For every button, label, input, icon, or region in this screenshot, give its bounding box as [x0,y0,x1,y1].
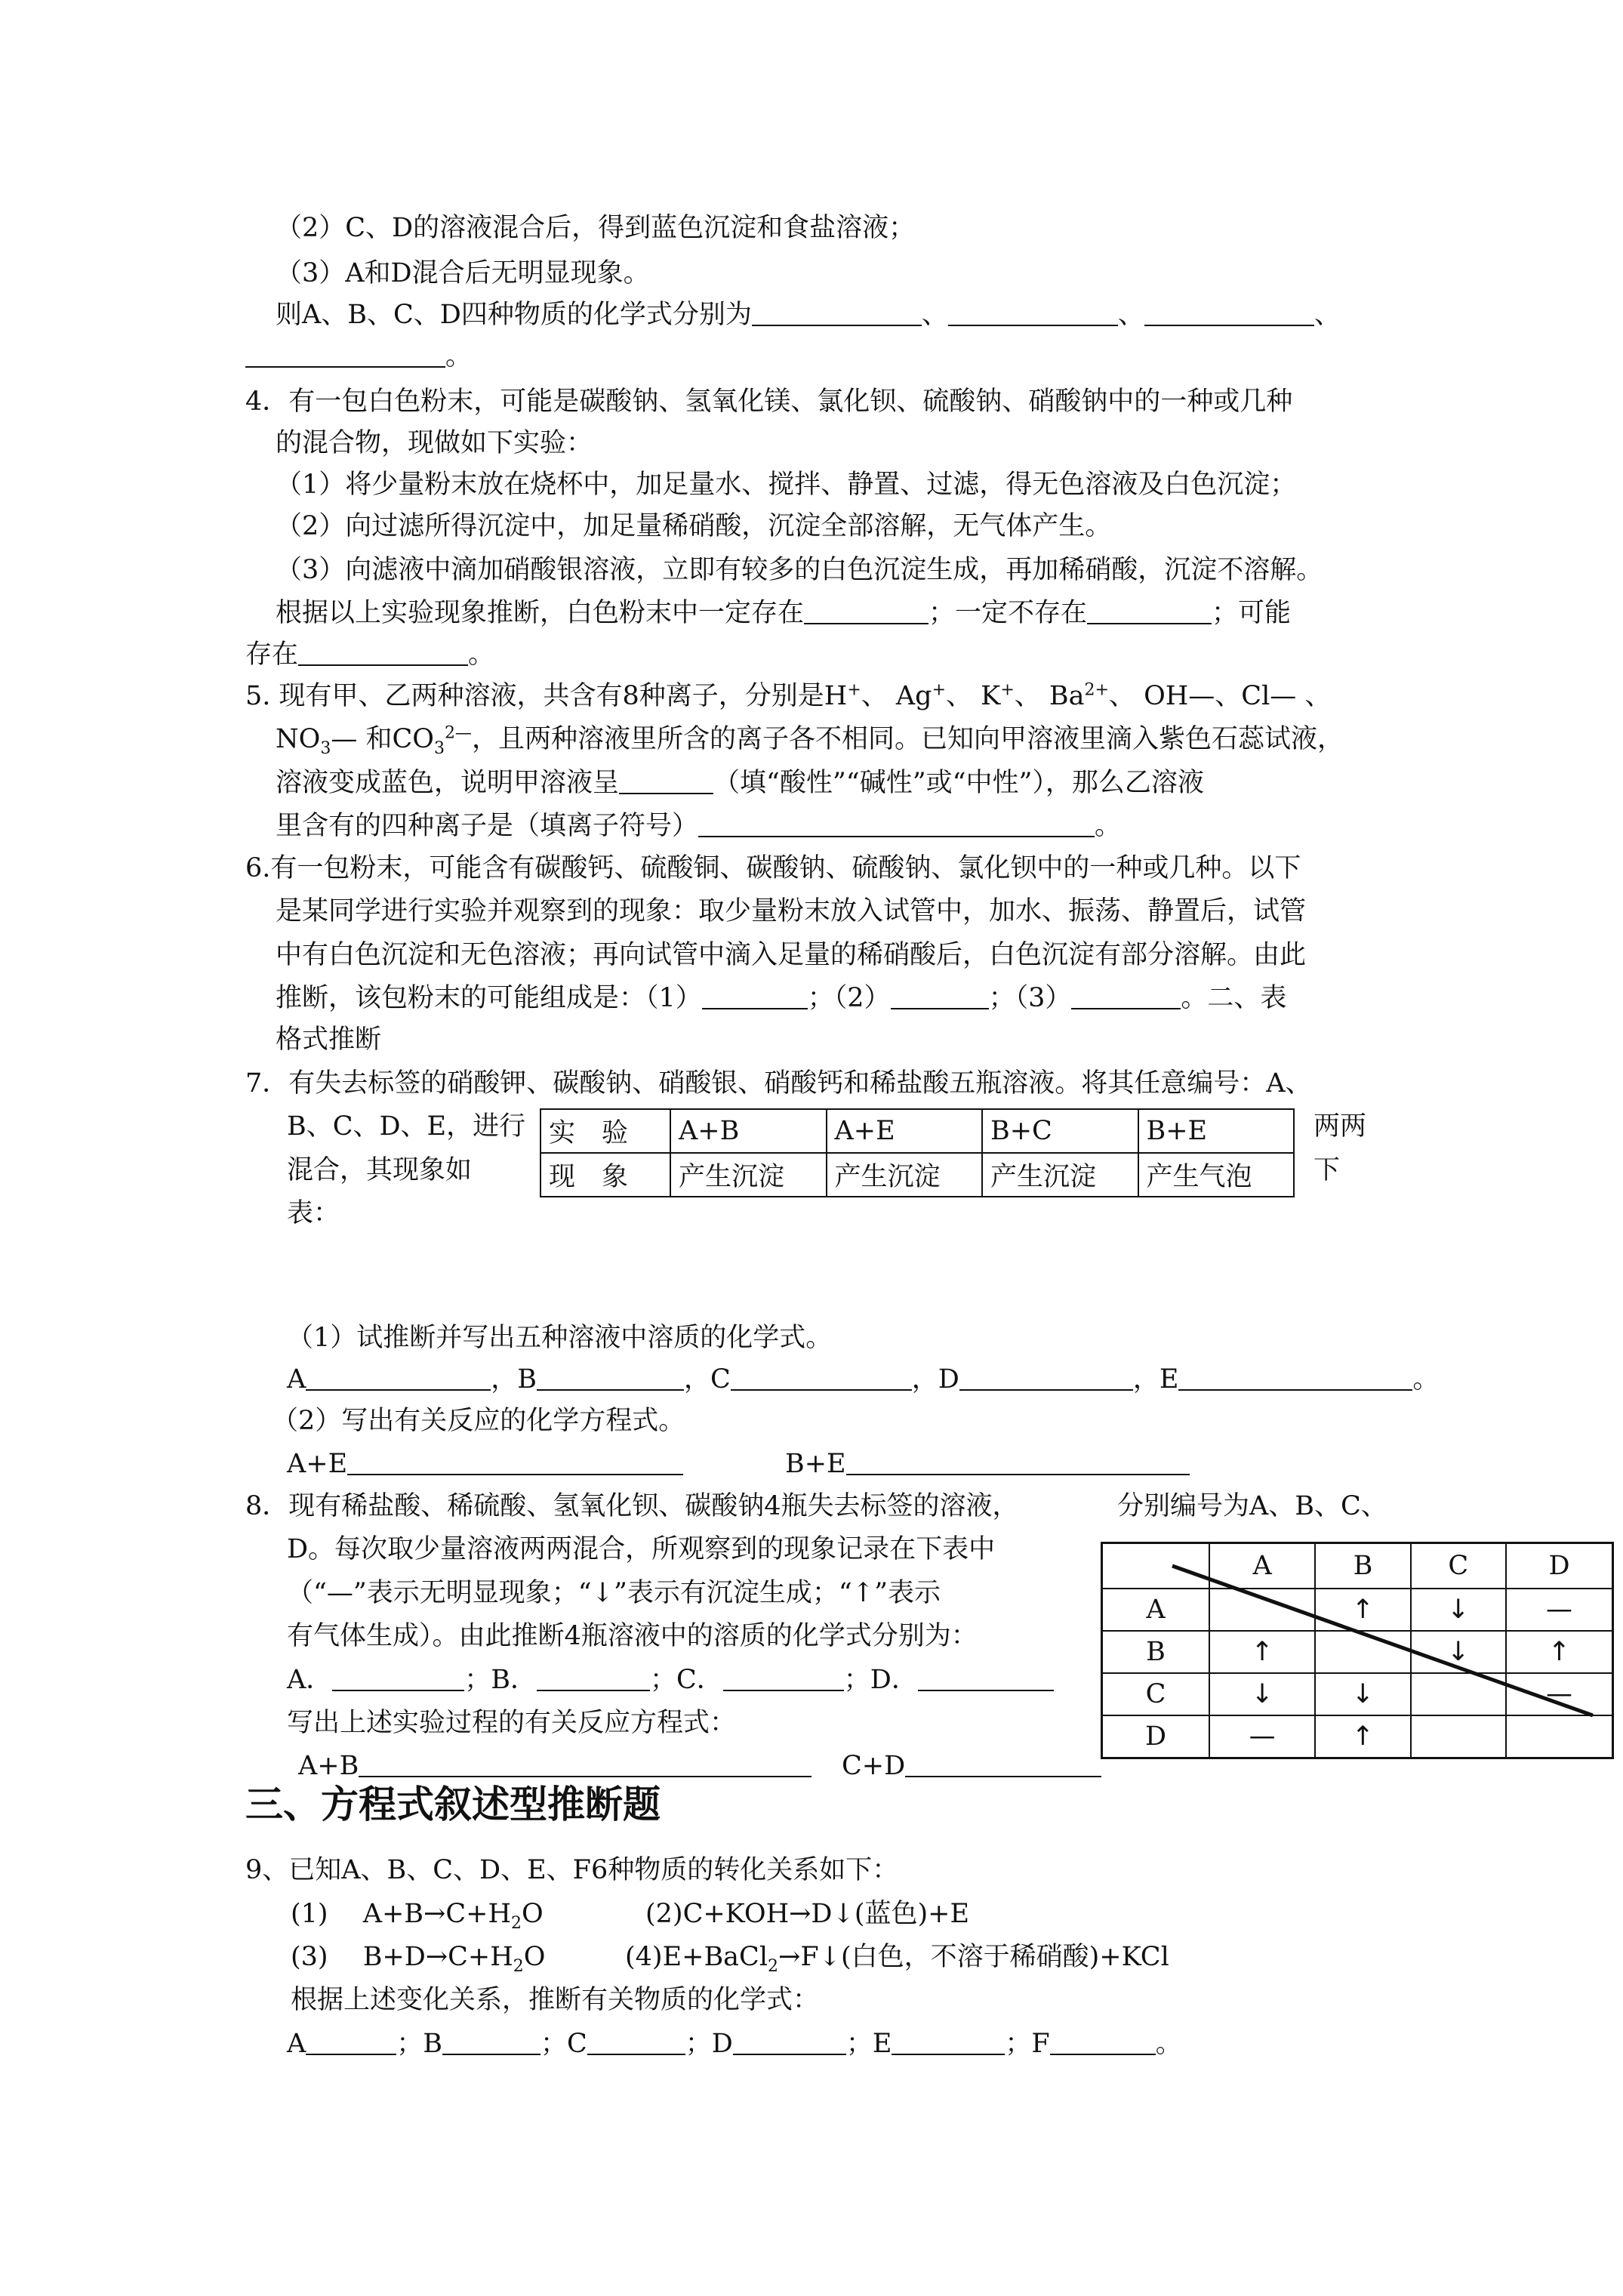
q3-answer-line: 则A、B、C、D四种物质的化学式分别为 、 、 、 [276,300,1341,330]
q5-line-1: 5. 现有甲、乙两种溶液，共含有8种离子，分别是H+、 Ag+、 K+、 $Ba^{2+}$、 OH—、Cl— 、 [245,680,1332,711]
table-cell: B+C [982,1109,1138,1153]
q8-line-2: D。每次取少量溶液两两混合，所观察到的现象记录在下表中 [287,1534,996,1564]
table-cell: 产生气泡 [1138,1153,1295,1197]
q5-blank-nature[interactable] [619,770,713,794]
q7-equation-2: B+E [785,1451,1190,1478]
q7-equation-1: A+E [287,1451,683,1478]
q3-blank-c[interactable] [1144,302,1314,326]
q7-part-1: （1）试推断并写出五种溶液中溶质的化学式。 [287,1323,833,1353]
q7-blank-d[interactable] [959,1367,1133,1391]
q9-reaction-2: (2)C+KOH→D↓(蓝色)+E [645,1899,970,1929]
q7-blank-a[interactable] [306,1367,491,1391]
q7-blank-e[interactable] [1178,1367,1412,1391]
table-cell: ↑ [1315,1715,1410,1758]
section-3-heading: 三、方程式叙述型推断题 [245,1783,661,1826]
q4-line-1: 4．有一包白色粉末，可能是碳酸钠、氢氧化镁、氯化钡、硫酸钠、硝酸钠中的一种或几种 [245,387,1293,417]
q3-line-3: （3）A和D混合后无明显现象。 [276,258,650,288]
q6-line-1: 6.有一包粉末，可能含有碳酸钙、硫酸铜、碳酸钠、硫酸钠、氯化钡中的一种或几种。以下 [245,853,1301,883]
q7-right-1: 两两 [1313,1111,1367,1142]
q8-reaction-grid [1101,1542,1614,1752]
q7-line-2: B、C、D、E，进行 [287,1111,526,1142]
q8-blank-eq-1[interactable] [359,1753,812,1777]
table-cell: ↓ [1411,1589,1506,1631]
q8-line-1b: 分别编号为A、B、C、 [1117,1491,1387,1521]
q7-blank-b[interactable] [537,1367,684,1391]
q8-blank-a[interactable] [332,1667,464,1691]
q3-blank-d[interactable] [245,344,445,368]
table-cell: A+B [670,1109,827,1153]
table-cell: B+E [1138,1109,1295,1153]
q5-blank-ions[interactable] [698,813,1095,837]
q8-blank-c[interactable] [723,1667,844,1691]
q4-step-3: （3）向滤液中滴加硝酸银溶液，立即有较多的白色沉淀生成，再加稀硝酸，沉淀不溶解。 [276,555,1323,585]
q4-line-2: 的混合物，现做如下实验： [276,428,593,458]
table-cell: A+E [827,1109,983,1153]
q8-line-1a: 8．现有稀盐酸、稀硫酸、氢氧化钡、碳酸钠4瓶失去标签的溶液， [245,1491,1019,1521]
q7-part-2: （2）写出有关反应的化学方程式。 [272,1406,685,1436]
table-cell: 实 验 [540,1109,670,1153]
q9-blank-d[interactable] [733,2031,846,2055]
table-header-cell: D [1506,1543,1613,1589]
table-cell: 产生沉淀 [982,1153,1138,1197]
q3-blank-a[interactable] [752,302,922,326]
q6-blank-2[interactable] [891,985,989,1009]
q7-line-3: 混合，其现象如 [287,1155,473,1185]
q7-blank-eq-1[interactable] [347,1451,683,1475]
q7-answer-line: A ，B ，C ，D ，E 。 [287,1364,1440,1395]
q8-line-3: （“—”表示无明显现象；“↓”表示有沉淀生成；“↑”表示 [287,1578,941,1608]
q9-reaction-3: (3) $B+D\to C+H_2O$ [291,1942,546,1976]
q8-diagonal-line [1101,1542,1614,1723]
q8-answer-line: A． ；B． ；C． ；D． [287,1667,1054,1693]
q9-blank-f[interactable] [1050,2031,1156,2055]
q3-blank-b[interactable] [948,302,1118,326]
q8-blank-b[interactable] [537,1667,650,1691]
table-header-cell: C [1411,1543,1506,1589]
table-cell: — [1506,1589,1613,1631]
q6-line-3: 中有白色沉淀和无色溶液；再向试管中滴入足量的稀硝酸后，白色沉淀有部分溶解。由此 [276,940,1307,970]
q4-blank-present[interactable] [804,600,929,624]
table-cell: 现 象 [540,1153,670,1197]
table-cell: ↓ [1411,1631,1506,1673]
table-row-label: A [1102,1589,1210,1631]
q7-line-4: 表： [287,1198,340,1228]
table-cell: ↑ [1315,1589,1410,1631]
q5-line-4: 里含有的四种离子是（填离子符号） 。 [276,811,1122,841]
q4-blank-absent[interactable] [1087,600,1212,624]
table-row-label: D [1102,1715,1210,1758]
q7-right-2: 下 [1313,1155,1341,1185]
q6-blank-1[interactable] [702,985,808,1009]
q9-blank-a[interactable] [306,2031,396,2055]
q4-blank-maybe[interactable] [298,642,468,666]
q4-step-2: （2）向过滤所得沉淀中，加足量稀硝酸，沉淀全部溶解，无气体产生。 [276,511,1112,541]
q4-answer-line: 根据以上实验现象推断，白色粉末中一定存在 ；一定不存在 ；可能 [276,598,1292,628]
q9-reaction-1: (1) $A+B\to C+H_2O$ [291,1899,544,1933]
q6-line-2: 是某同学进行实验并观察到的现象：取少量粉末放入试管中，加水、振荡、静置后，试管 [276,896,1307,926]
table-header-cell: B [1315,1543,1410,1589]
table-cell: 产生沉淀 [670,1153,827,1197]
table-cell: ↓ [1315,1673,1410,1715]
q7-blank-eq-2[interactable] [846,1451,1190,1475]
table-row [540,1109,1294,1153]
q3-answer-line-2: 。 [245,344,472,370]
table-header-cell: A [1209,1543,1315,1589]
table-cell: — [1209,1715,1315,1758]
q6-blank-3[interactable] [1071,985,1181,1009]
q8-blank-d[interactable] [918,1667,1054,1691]
q3-line-2: （2）C、D的溶液混合后，得到蓝色沉淀和食盐溶液； [276,213,916,243]
q4-step-1: （1）将少量粉末放在烧杯中，加足量水、搅拌、静置、过滤，得无色溶液及白色沉淀； [276,470,1297,500]
q5-line-3: 溶液变成蓝色，说明甲溶液呈 （填“酸性”“碱性”或“中性”），那么乙溶液 [276,768,1204,798]
q8-equation-2: C+D [842,1753,1101,1780]
q9-blank-c[interactable] [587,2031,685,2055]
q9-answer-line: A ；B ；C ；D ；E ；F 。 [287,2029,1182,2059]
q7-phenomena-table [540,1108,1295,1197]
q7-line-1: 7．有失去标签的硝酸钾、碳酸钠、硝酸银、硝酸钙和稀盐酸五瓶溶液。将其任意编号：A、 [245,1068,1312,1099]
q6-line-5: 格式推断 [276,1025,382,1055]
q9-reaction-4: (4)E+BaCl$_2$→F↓(白色，不溶于稀硝酸)+KCl [625,1942,1169,1976]
table-row-label: C [1102,1673,1210,1715]
table-cell: 产生沉淀 [827,1153,983,1197]
q8-line-4: 有气体生成）。由此推断4瓶溶液中的溶质的化学式分别为： [287,1621,978,1651]
q9-line-1: 9、已知A、B、C、D、E、F6种物质的转化关系如下： [245,1855,899,1885]
q9-line-4: 根据上述变化关系，推断有关物质的化学式： [291,1985,820,2015]
q8-blank-eq-2[interactable] [905,1753,1101,1777]
q8-line-6: 写出上述实验过程的有关反应方程式： [287,1708,737,1738]
q5-line-2: $NO_3—$ 和$CO_3^{2—}$，且两种溶液里所含的离子各不相同。已知向甲溶液里滴入紫色石蕊试液， [276,723,1344,758]
q9-blank-b[interactable] [442,2031,540,2055]
table-row-label: B [1102,1631,1210,1673]
table-row [540,1153,1294,1197]
q7-blank-c[interactable] [731,1367,912,1391]
table-cell: — [1506,1673,1613,1715]
q9-blank-e[interactable] [892,2031,1005,2055]
q6-line-4: 推断，该包粉末的可能组成是：（1） ；（2） ；（3） 。二、表 [276,983,1287,1013]
q8-equation-1: A+B [298,1753,812,1780]
q4-answer-line-2: 存在 。 [245,639,495,670]
table-cell: ↓ [1209,1673,1315,1715]
table-cell: ↑ [1209,1631,1315,1673]
table-cell: ↑ [1506,1631,1613,1673]
